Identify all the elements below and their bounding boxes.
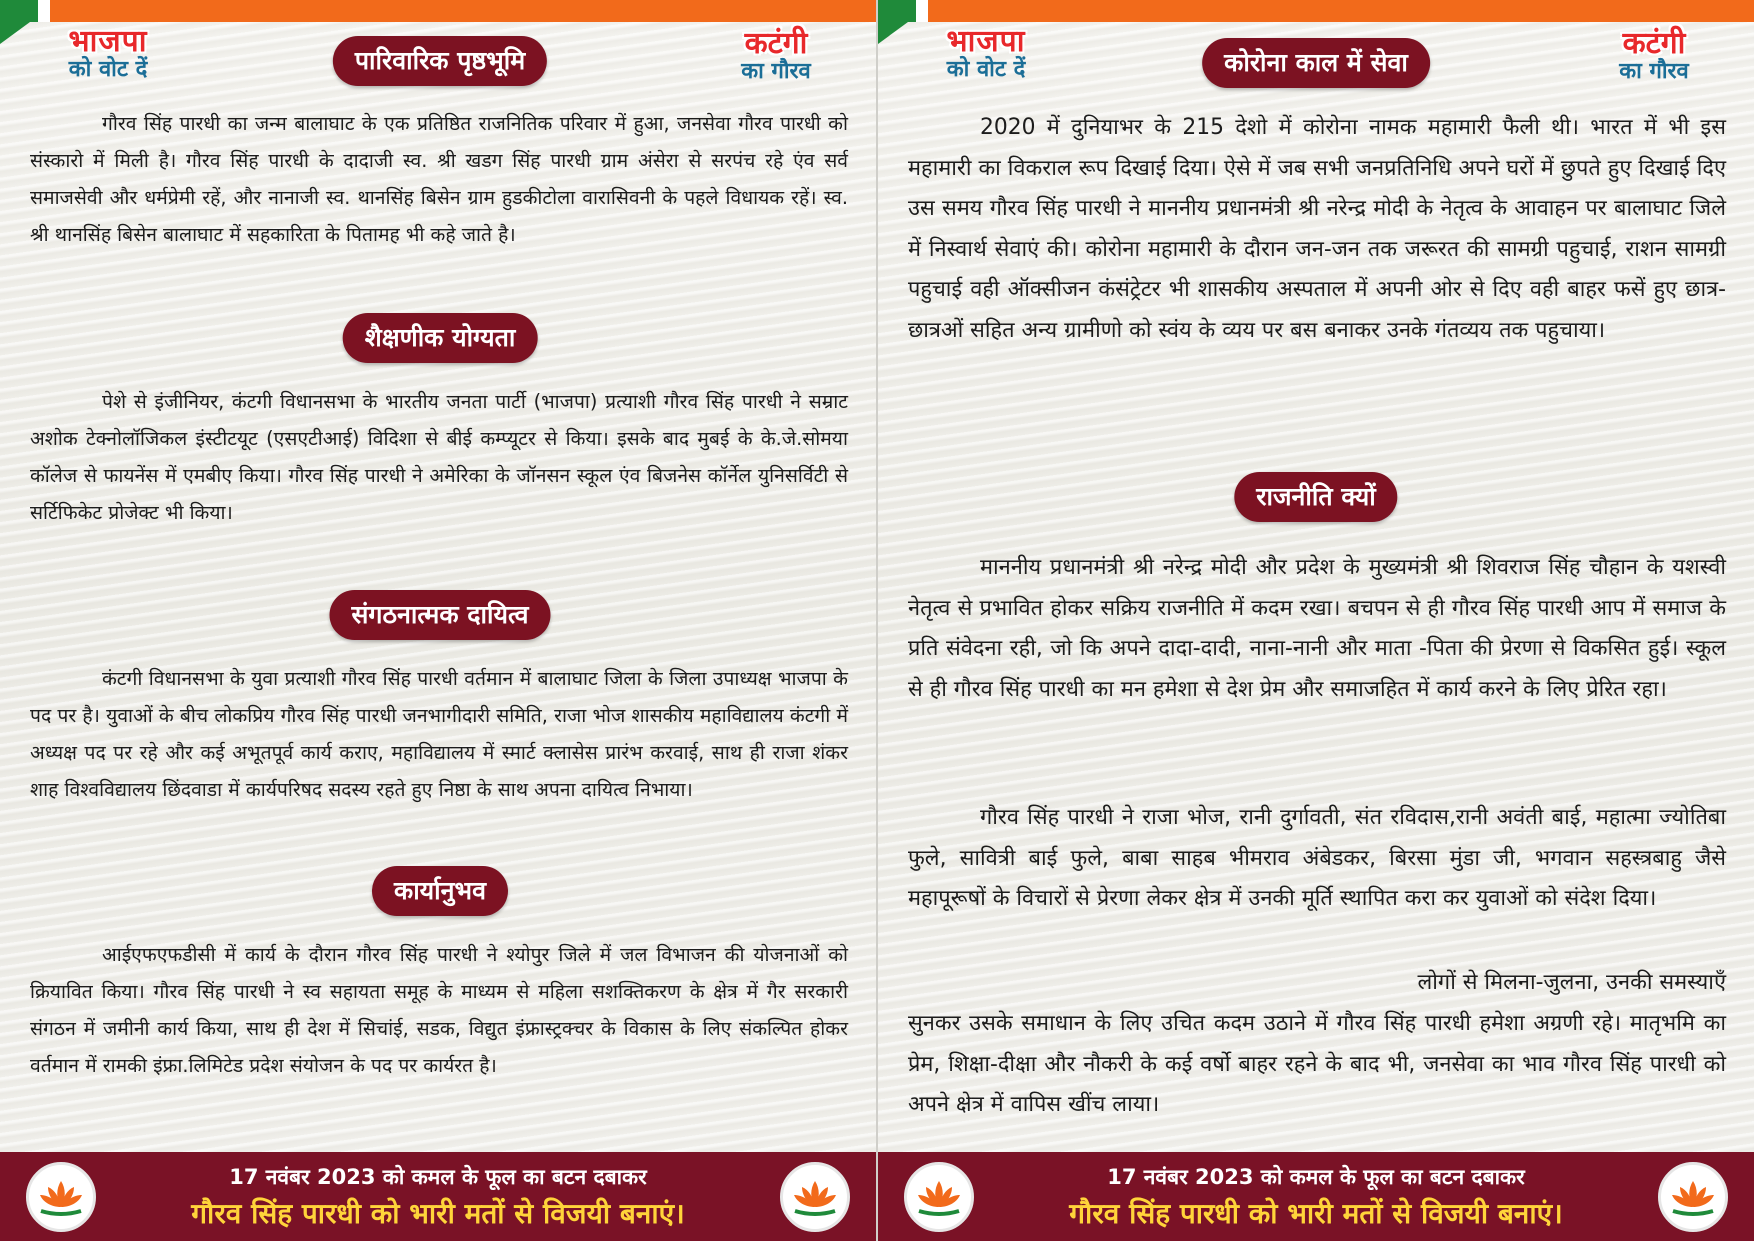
why-politics-text-4: सुनकर उसके समाधान के लिए उचित कदम उठाने में गौरव सिंह पारधी हमेशा अग्रणी रहे। मातृभमि का प्रेम, शिक्षा-दीक्षा और नौकरी के कई वर्षो बाहर रहने के बाद भी, जनसेवा का भाव गौरव सिंह पारधी को अपने क्षेत्र में वापिस खींच लाया। [908,1011,1726,1117]
heading-corona-service: कोरोना काल में सेवा [1202,38,1430,88]
lotus-emblem-icon [1658,1162,1728,1232]
katangi-gaurav-logo [714,28,838,83]
why-politics-text-3: लोगों से मिलना-जुलना, उनकी समस्याएँ [1417,970,1726,995]
footer-line2: गौरव सिंह पारधी को भारी मतों से विजयी बनाएं। [1069,1197,1563,1230]
heading-organizational-role: संगठनात्मक दायित्व [330,590,551,640]
bjp-vote-logo [48,26,168,81]
tricolor-corner [0,22,30,44]
tricolor-top-bar [878,0,1754,22]
katangi-logo-line2: का गौरव [741,57,811,84]
left-page [0,0,876,1241]
bjp-logo-line2: को वोट दें [946,55,1026,82]
heading-family-background: पारिवारिक पृष्ठभूमि [333,36,547,86]
corona-service-text: 2020 में दुनियाभर के 215 देशो में कोरोना नामक महामारी फैली थी। भारत में भी इस महामारी का विकराल रूप दिखाई दिया। ऐसे में जब सभी जनप्रतिनिधि अपने घरों में छुपते हुए दिखाई दिए उस समय गौरव सिंह पारधी ने माननीय प्रधानमंत्री श्री नरेन्द्र मोदी के नेतृत्व के आवाहन पर बालाघाट जिले में निस्वार्थ सेवाएं की। कोरोना महामारी के दौरान जन-जन तक जरूरत की सामग्री पहुचाई, राशन सामग्री पहुचाई वही ऑक्सीजन कंसंट्रेटर भी शासकीय अस्पताल में अपनी ओर से दिए वही बाहर फसें हुए छात्र-छात्रओं सहित अन्य ग्रामीणो को स्वंय के व्यय पर बस बनाकर उनके गंतव्यय तक पहुचाया। [908,115,1726,343]
tricolor-top-bar [0,0,876,22]
footer-line1: 17 नवंबर 2023 को कमल के फूल का बटन दबाकर [229,1165,647,1189]
bjp-logo-line2: को वोट दें [68,55,148,82]
right-page [878,0,1754,1241]
footer-banner [878,1152,1754,1241]
work-experience-text: आईएफएफडीसी में कार्य के दौरान गौरव सिंह पारधी ने श्योपुर जिले में जल विभाजन की योजनाओं को क्रियावित किया। गौरव सिंह पारधी ने स्व सहायता समूह के माध्यम से महिला सशक्तिकरण के क्षेत्र में गैर सरकारी संगठन में जमीनी कार्य किया, साथ ही देश में सिचांई, सडक, विद्युत इंफ्रास्ट्रक्चर के विकास के लिए संकल्पित होकर वर्तमान में रामकी इंफ्रा.लिमिटेड प्रदेश संयोजन के पद पर कार्यरत है। [30,943,848,1077]
katangi-logo-line1: कटंगी [1622,26,1686,61]
footer-line1: 17 नवंबर 2023 को कमल के फूल का बटन दबाकर [1107,1165,1525,1189]
heading-work-experience: कार्यानुभव [372,866,508,916]
bjp-logo-line1: भाजपा [946,24,1026,59]
tricolor-corner [878,22,908,44]
heading-why-politics: राजनीति क्यों [1234,472,1397,522]
katangi-logo-line2: का गौरव [1619,57,1689,84]
bjp-logo-line1: भाजपा [68,24,148,59]
lotus-emblem-icon [780,1162,850,1232]
katangi-logo-line1: कटंगी [744,26,808,61]
why-politics-text-1: माननीय प्रधानमंत्री श्री नरेन्द्र मोदी और प्रदेश के मुख्यमंत्री श्री शिवराज सिंह चौहान के यशस्वी नेतृत्व से प्रभावित होकर सक्रिय राजनीति में कदम रखा। बचपन से ही गौरव सिंह पारधी आप में समाज के प्रति संवेदना रही, जो कि अपने दादा-दादी, नाना-नानी और माता -पिता की प्रेरणा से विकसित हुई। स्कूल से ही गौरव सिंह पारधी का मन हमेशा से देश प्रेम और समाजहित में कार्य करने के लिए प्रेरित रहा। [908,555,1726,702]
why-politics-text-2: गौरव सिंह पारधी ने राजा भोज, रानी दुर्गावती, संत रविदास,रानी अवंती बाई, महात्मा ज्योतिबा फुले, सावित्री बाई फुले, बाबा साहब भीमराव अंबेडकर, बिरसा मुंडा जी, भगवान सहस्त्रबाहु जैसे महापूरूषों के विचारों से प्रेरणा लेकर क्षेत्र में उनकी मूर्ति स्थापित करा कर युवाओं को संदेश दिया। [908,805,1726,911]
education-text: पेशे से इंजीनियर, कंटगी विधानसभा के भारतीय जनता पार्टी (भाजपा) प्रत्याशी गौरव सिंह पारधी ने सम्राट अशोक टेक्नोलॉजिकल इंस्टीटयूट (एसएटीआई) विदिशा से बीई कम्प्यूटर से किया। इसके बाद मुबई के के.जे.सोमया कॉलेज से फायनेंस में एमबीए किया। गौरव सिंह पारधी ने अमेरिका के जॉनसन स्कूल एंव बिजनेस कॉर्नेल युनिसर्विटी से सर्टिफिकेट प्रोजेक्ट भी किया। [30,390,848,524]
organizational-role-text: कंटगी विधानसभा के युवा प्रत्याशी गौरव सिंह पारधी वर्तमान में बालाघाट जिला के जिला उपाध्यक्ष भाजपा के पद पर है। युवाओं के बीच लोकप्रिय गौरव सिंह पारधी जनभागीदारी समिति, राजा भोज शासकीय महाविद्यालय कंटगी में अध्यक्ष पद पर रहे और कई अभूतपूर्व कार्य कराए, महाविद्यालय में स्मार्ट क्लासेस प्रारंभ करवाई, साथ ही राजा शंकर शाह विश्वविद्यालय छिंदवाडा में कार्यपरिषद सदस्य रहते हुए निष्ठा के साथ अपना दायित्व निभाया। [30,667,848,801]
footer-line2: गौरव सिंह पारधी को भारी मतों से विजयी बनाएं। [191,1197,685,1230]
bjp-vote-logo [926,26,1046,81]
footer-banner [0,1152,876,1241]
heading-education: शैक्षणीक योग्यता [343,313,538,363]
family-background-text: गौरव सिंह पारधी का जन्म बालाघाट के एक प्रतिष्ठित राजनितिक परिवार में हुआ, जनसेवा गौरव पारधी को संस्कारो में मिली है। गौरव सिंह पारधी के दादाजी स्व. श्री खडग सिंह पारधी ग्राम अंसेरा से सरपंच रहे एंव सर्व समाजसेवी और धर्मप्रेमी रहें, और नानाजी स्व. थानसिंह बिसेन ग्राम हुडकीटोला वारासिवनी के पहले विधायक रहें। स्व. श्री थानसिंह बिसेन बालाघाट में सहकारिता के पितामह भी कहे जाते है। [30,112,848,246]
katangi-gaurav-logo [1592,28,1716,83]
